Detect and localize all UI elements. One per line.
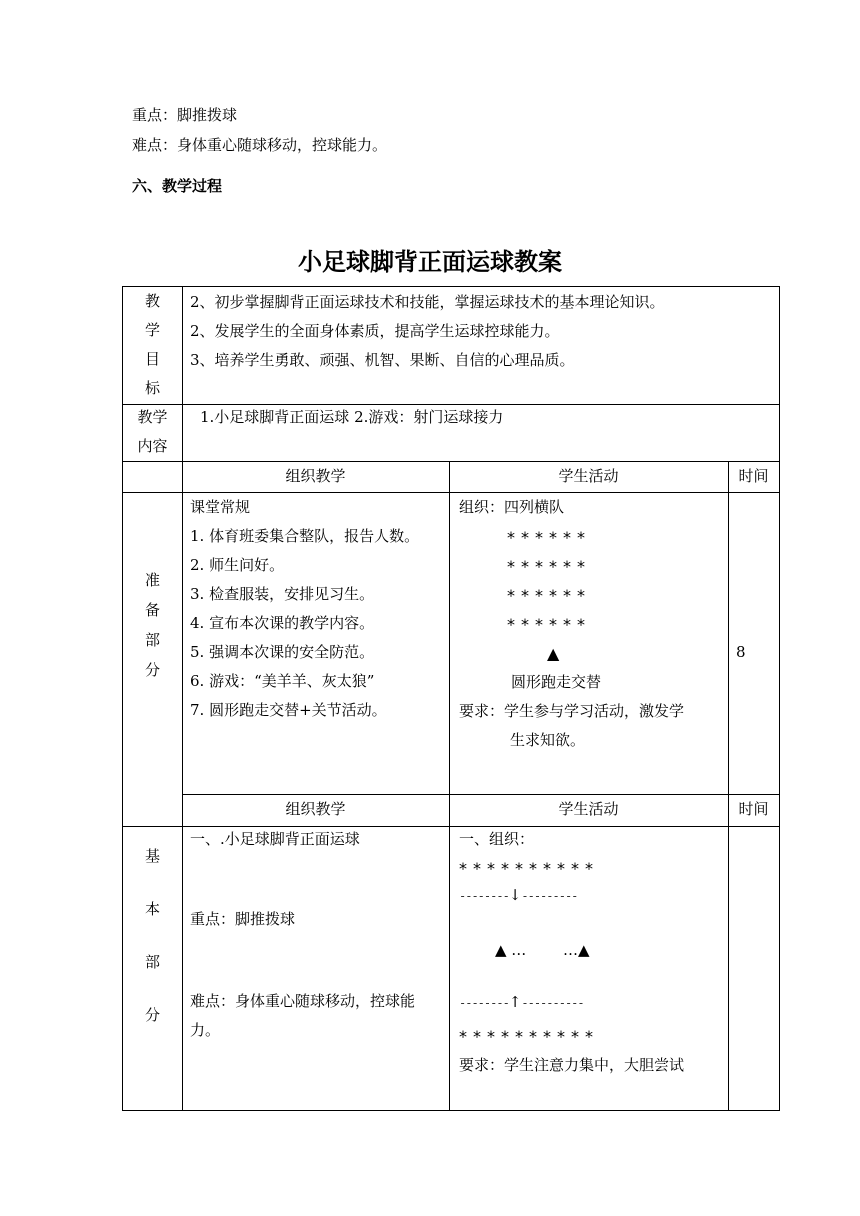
objectives-label: 教 学 目 标	[144, 292, 160, 397]
objective-item: 3、培养学生勇敢、顽强、机智、果断、自信的心理品质。	[190, 351, 575, 369]
header-org: 组织教学	[285, 467, 346, 485]
prep-activity-note: 圆形跑走交替	[511, 673, 602, 691]
header-activity: 学生活动	[558, 467, 619, 485]
basic-label: 基 本 部 分	[144, 847, 160, 1024]
formation-row: ******	[507, 615, 591, 634]
prep-activity-title: 组织：四列横队	[459, 498, 565, 516]
teacher-marker: ▲	[547, 644, 560, 663]
section-heading: 六、教学过程	[132, 177, 223, 195]
objectives-list	[190, 288, 665, 375]
formation-row: ******	[507, 528, 591, 547]
content-label: 教学 内容	[137, 408, 168, 455]
basic-activity-title: 一、组织：	[459, 830, 535, 848]
basic-difficulty-cont: 力。	[190, 1021, 221, 1039]
objective-item: 2、发展学生的全面身体素质，提高学生运球控球能力。	[190, 322, 560, 340]
basic-org-title: 一、.小足球脚背正面运球	[190, 830, 360, 848]
arrow-down-icon: ↓	[508, 886, 522, 904]
header-activity: 学生活动	[558, 800, 619, 818]
lesson-title: 小足球脚背正面运球教案	[298, 248, 562, 276]
arrow-up-icon: ↑	[508, 993, 522, 1011]
drill-markers-right: …▲	[563, 941, 590, 959]
prep-time: 8	[736, 643, 746, 661]
basic-difficulty: 难点：身体重心随球移动，控球能	[190, 992, 416, 1010]
header-time: 时间	[738, 800, 769, 818]
prep-requirement-cont: 生求知欲。	[510, 731, 586, 749]
prep-label: 准 备 部 分	[144, 571, 160, 679]
key-point-line: 重点：脚推拨球	[132, 106, 238, 124]
content-text: 1.小足球脚背正面运球 2.游戏：射门运球接力	[200, 408, 504, 426]
objective-item: 2、初步掌握脚背正面运球技术和技能，掌握运球技术的基本理论知识。	[190, 293, 665, 311]
formation-row-top: **********	[459, 859, 599, 878]
prep-org-list: 课堂常规 1. 体育班委集合整队，报告人数。 2. 师生问好。 3. 检查服装，安排见习生。 4. 宣布本次课的教学内容。 5. 强调本次课的安全防范。 6. 游戏：“美羊羊、灰太狼” 7. 圆形跑走交替+关节活动。	[190, 498, 420, 719]
header-org: 组织教学	[285, 800, 346, 818]
basic-key-point: 重点：脚推拨球	[190, 910, 296, 928]
basic-requirement: 要求：学生注意力集中，大胆尝试	[459, 1056, 685, 1074]
difficulty-line: 难点：身体重心随球移动，控球能力。	[132, 136, 388, 154]
formation-row: ******	[507, 557, 591, 576]
drill-line-bottom: --------↑----------	[459, 993, 584, 1011]
formation-row: ******	[507, 586, 591, 605]
lesson-plan-table	[122, 286, 780, 1111]
prep-requirement: 要求：学生参与学习活动，激发学	[459, 702, 685, 720]
header-time: 时间	[738, 467, 769, 485]
drill-line-top: --------↓---------	[459, 886, 578, 904]
formation-row-bottom: **********	[459, 1027, 599, 1046]
drill-markers-left: ▲ …	[495, 941, 527, 959]
